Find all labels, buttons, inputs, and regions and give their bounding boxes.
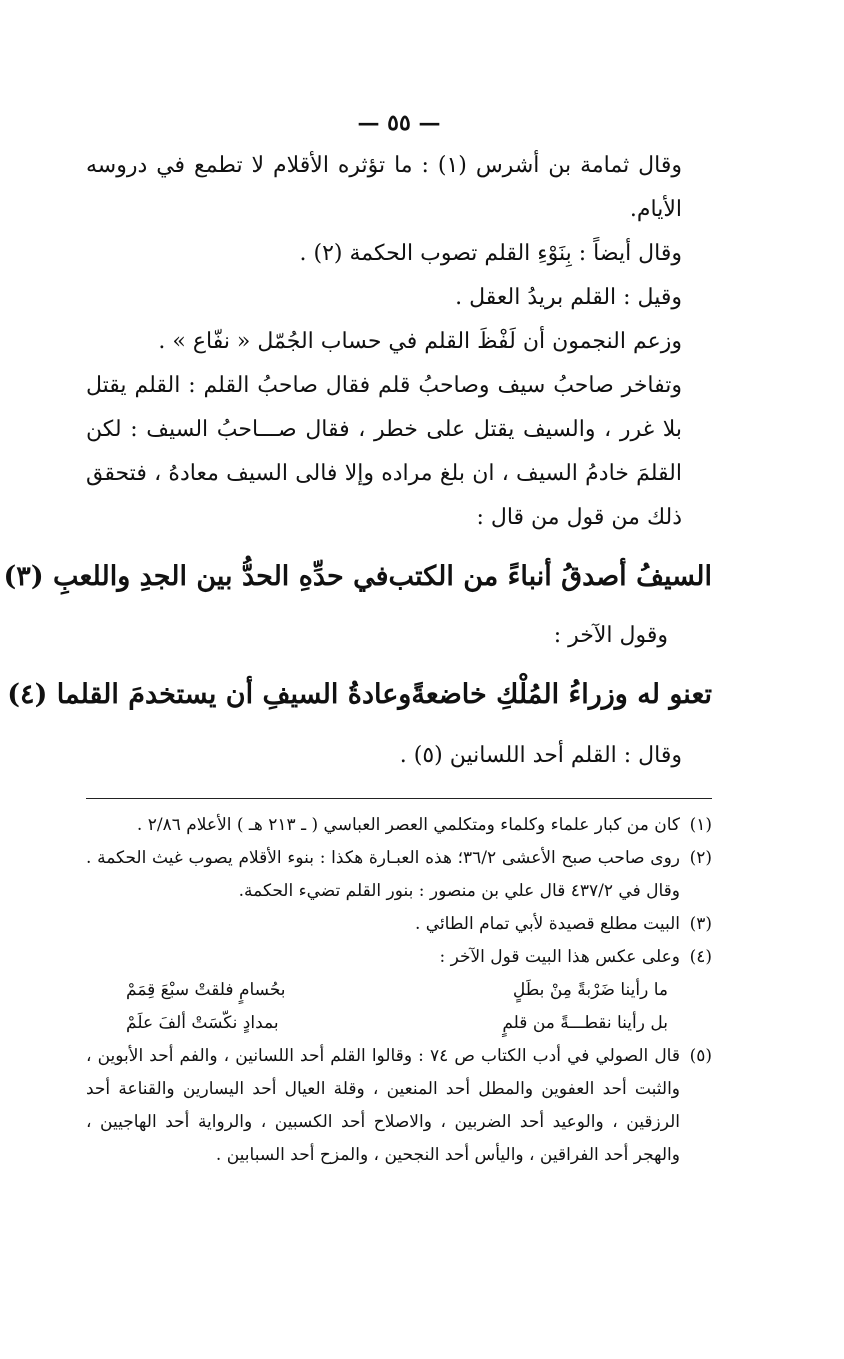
verse-first-hemistich: السيفُ أصدقُ أنباءً من الكتب [388, 561, 712, 592]
footnote-divider [86, 798, 712, 799]
verse-second-hemistich: وعادةُ السيفِ أن يستخدمَ القلما (٤) [7, 679, 412, 710]
closing-line: وقال : القلم أحد اللسانين (٥) . [399, 743, 682, 768]
footnote-number: (٤) [689, 947, 712, 967]
verse-abu-tammam [3, 546, 712, 608]
verse-other-poet [7, 664, 712, 726]
paragraph-astrologers: وزعم النجمون أن لَفْظَ القلم في حساب الجُمّل « نفّاع » . [158, 329, 682, 354]
footnote-number: (٥) [689, 1046, 712, 1066]
footnote-text: روى صاحب صبح الأعشى ٣٦/٢؛ هذه العبـارة هكذا : بنوء الأقلام يصوب غيث الحكمة . وقال في ٤٣٧/٢ قال علي بن منصور : بنور القلم تضيء الحكمة. [86, 848, 680, 901]
verse-second-hemistich: في حدِّهِ الحدُّ بين الجدِ واللعبِ (٣) [3, 561, 389, 592]
footnote-4-verse-1 [86, 974, 712, 1007]
footnote-4 [86, 941, 712, 974]
page-number: — ٥٥ — [357, 110, 441, 136]
footnote-text: البيت مطلع قصيدة لأبي تمام الطائي . [414, 914, 680, 934]
footnote-number: (٢) [689, 848, 712, 868]
footnote-text: قال الصولي في أدب الكتاب ص ٧٤ : وقالوا القلم أحد اللسانين ، والفم أحد الأبوين ، والثبت أحد العفوين والمطل أحد المنعين ، وقلة العيال أحد اليسارين والقناعة أحد الرزقين ، والوعيد أحد الضربين ، والاصلاح أحد الكسبين ، والرواية أحد الهاجيين ، والهجر أحد الفراقين ، واليأس أحد النجحين ، والمزح أحد السبابين . [86, 1046, 680, 1165]
footnote-text: وعلى عكس هذا البيت قول الآخر : [439, 947, 680, 967]
footnote-3 [86, 908, 712, 941]
paragraph-also-said: وقال أيضاً : بِنَوْءِ القلم تصوب الحكمة (٢) . [299, 241, 682, 266]
verse-first-hemistich: تعنو له وزراءُ المُلْكِ خاضعةً [411, 679, 712, 710]
footnote-text: كان من كبار علماء وكلماء ومتكلمي العصر العباسي ( ـ ٢١٣ هـ ) الأعلام ٢/٨٦ . [136, 815, 680, 835]
footnote-5 [86, 1040, 712, 1172]
footnote-number: (٣) [689, 914, 712, 934]
verse-first-hemistich: ما رأينا ضَرْبةً مِنْ بطَلٍ [512, 980, 668, 1000]
verse-second-hemistich: بمدادٍ نكّسَتْ ألفَ علَمْ [126, 1013, 279, 1033]
footnote-4-verse-2 [86, 1007, 712, 1040]
verse-second-hemistich: بحُسامٍ فلقتْ سبْعَ قِمَمْ [126, 980, 286, 1000]
paragraph-it-was-said: وقيل : القلم بريدُ العقل . [455, 285, 682, 310]
footnote-number: (١) [689, 815, 712, 835]
book-page [3, 108, 712, 1172]
footnote-1 [86, 809, 712, 842]
paragraph-thumama: وقال ثمامة بن أشرس (١) : ما تؤثره الأقلام لا تطمع في دروسه الأيام. [86, 153, 682, 222]
verse-first-hemistich: بل رأينا نقطـــةً من قلمٍ [502, 1013, 668, 1033]
footnotes [86, 809, 712, 1172]
verse-intro: وقول الآخر : [553, 623, 668, 648]
paragraph-sword-and-pen: وتفاخر صاحبُ سيف وصاحبُ قلم فقال صاحبُ القلم : القلم يقتل بلا غرر ، والسيف يقتل على خطر ، فقال صـــاحبُ السيف : لكن القلمَ خادمُ السيف ، ان بلغ مراده وإلا فالى السيف معادهُ ، فتحقق ذلك من قول من قال : [86, 373, 682, 530]
footnote-2 [86, 842, 712, 908]
